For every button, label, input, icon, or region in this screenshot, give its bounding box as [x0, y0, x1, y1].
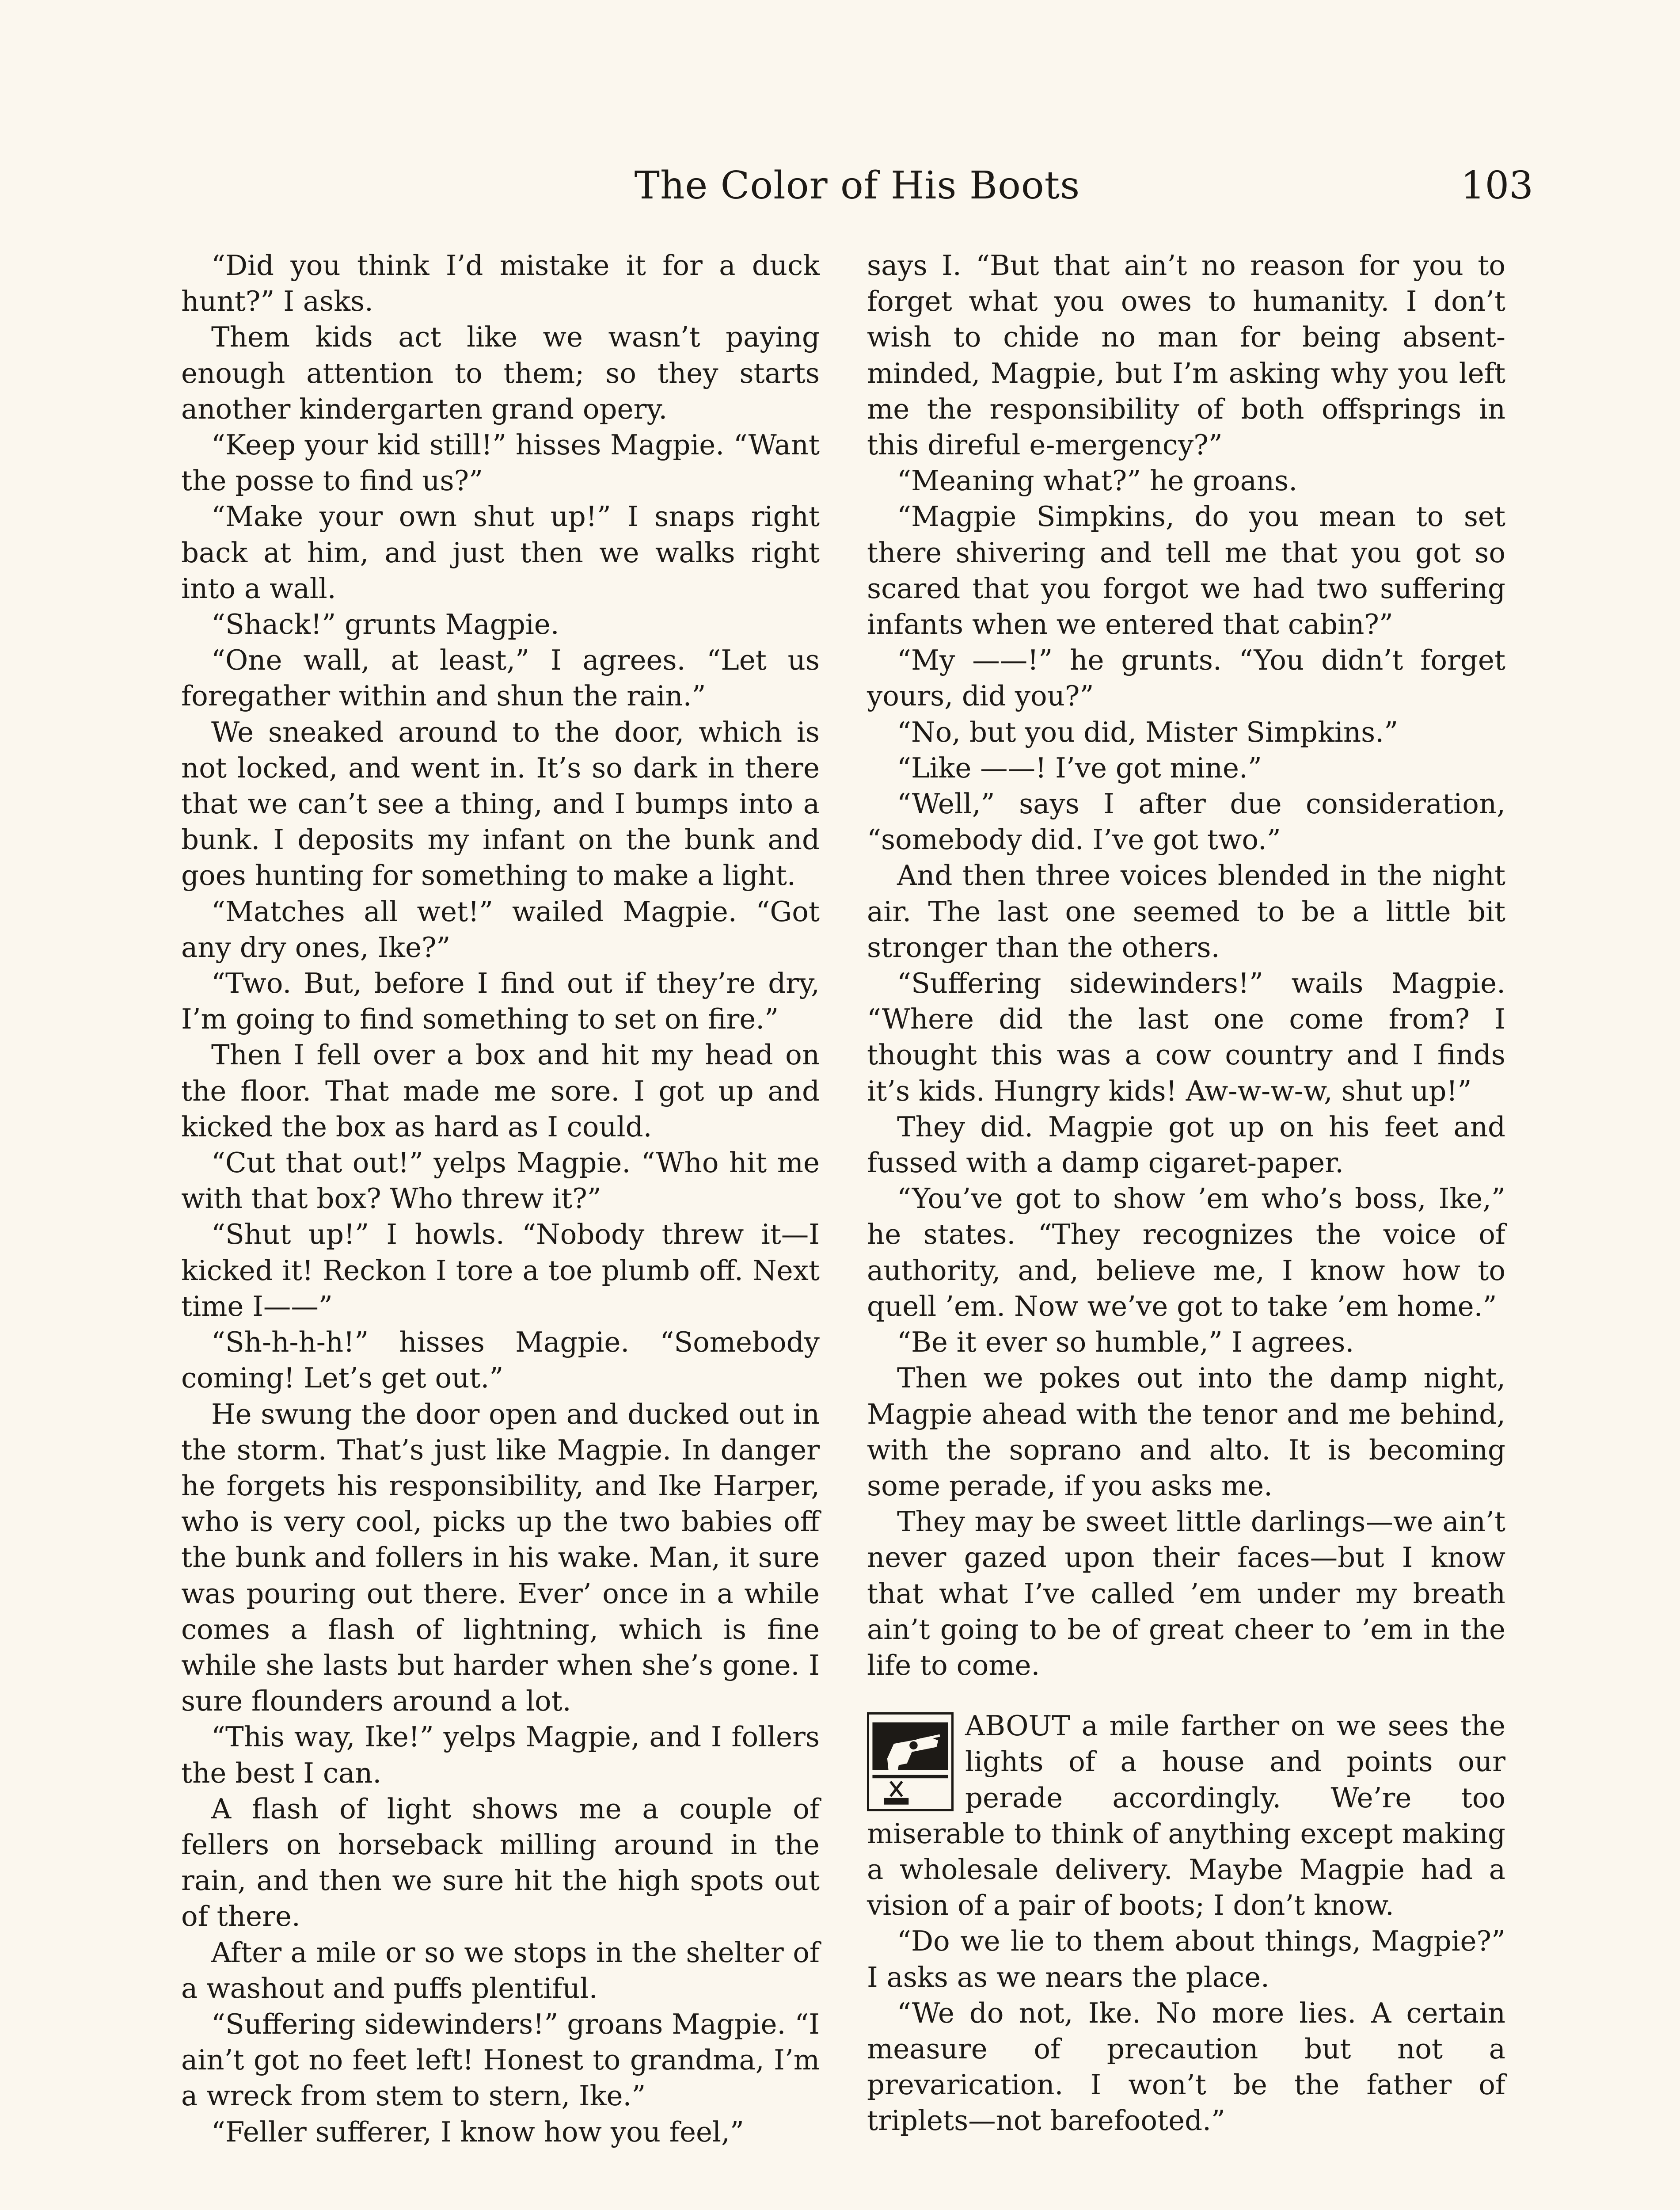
section-break	[867, 1708, 1505, 1923]
paragraph: “Be it ever so humble,” I agrees.	[897, 1326, 1354, 1359]
paragraph: “One wall, at least,” I agrees. “Let us foregather within and shun the rain.”	[181, 644, 820, 713]
paragraph: “My ——!” he grunts. “You didn’t forget yours, did you?”	[867, 644, 1505, 713]
paragraph: “Make your own shut up!” I snaps right back at him, and just then we walks right into a wall.	[181, 500, 820, 605]
paragraph: “Like ——! I’ve got mine.”	[897, 751, 1262, 784]
paragraph: “Shack!” grunts Magpie.	[211, 608, 559, 641]
paragraph: Then we pokes out into the damp night, Magpie ahead with the tenor and me behind, with the soprano and alto. It is becoming some perade, if you asks me.	[867, 1362, 1505, 1502]
left-column	[181, 248, 820, 2150]
paragraph: “Suffering sidewinders!” wails Magpie. “Where did the last one come from? I thought this was a cow country and I finds it’s kids. Hungry kids! Aw-w-w-w, shut up!”	[867, 967, 1505, 1107]
paragraph: “We do not, Ike. No more lies. A certain measure of precaution but not a prevarication. I won’t be the father of triplets—not barefooted.”	[867, 1997, 1505, 2137]
paragraph: “Feller sufferer, I know how you feel,”	[211, 2115, 744, 2148]
running-title: The Color of His Boots	[634, 164, 1080, 208]
paragraph: “Sh-h-h-h!” hisses Magpie. “Somebody coming! Let’s get out.”	[181, 1326, 820, 1395]
paragraph: “Magpie Simpkins, do you mean to set there shivering and tell me that you got so scared that you forgot we had two suffering infants when we entered that cabin?”	[867, 500, 1505, 641]
paragraph: They did. Magpie got up on his feet and fussed with a damp cigaret-paper.	[867, 1110, 1505, 1179]
paragraph: “Suffering sidewinders!” groans Magpie. “I ain’t got no feet left! Honest to grandma, I’m a wreck from stem to stern, Ike.”	[181, 2008, 820, 2112]
paragraph: “Cut that out!” yelps Magpie. “Who hit me with that box? Who threw it?”	[181, 1147, 820, 1215]
paragraph: ABOUT a mile farther on we sees the lights of a house and points our perade accordingly. We’re too miserable to think of anything except making a wholesale delivery. Maybe Magpie had a vision of a pair of boots; I don’t know.	[867, 1710, 1505, 1922]
paragraph: “This way, Ike!” yelps Magpie, and I follers the best I can.	[181, 1721, 820, 1789]
revolver-ornament-icon	[867, 1712, 954, 1811]
section-spacer	[867, 1683, 1505, 1708]
paragraph: After a mile or so we stops in the shelter of a washout and puffs plentiful.	[181, 1936, 820, 2004]
paragraph: “Two. But, before I find out if they’re dry, I’m going to find something to set on fire.”	[181, 967, 820, 1036]
paragraph: We sneaked around to the door, which is not locked, and went in. It’s so dark in there that we can’t see a thing, and I bumps into a bunk. I deposits my infant on the bunk and goes hunting for something to make a light.	[181, 716, 820, 892]
paragraph: “Do we lie to them about things, Magpie?” I asks as we nears the place.	[867, 1925, 1505, 1993]
paragraph: “Well,” says I after due consideration, “somebody did. I’ve got two.”	[867, 788, 1505, 856]
paragraph: “You’ve got to show ’em who’s boss, Ike,” he states. “They recognizes the voice of authority, and, believe me, I know how to quell ’em. Now we’ve got to take ’em home.”	[867, 1182, 1505, 1322]
paragraph: “Did you think I’d mistake it for a duck hunt?” I asks.	[181, 249, 820, 318]
paragraph: “Keep your kid still!” hisses Magpie. “Want the posse to find us?”	[181, 429, 820, 497]
paragraph: And then three voices blended in the night air. The last one seemed to be a little bit stronger than the others.	[867, 859, 1505, 964]
paragraph: “No, but you did, Mister Simpkins.”	[897, 716, 1399, 748]
paragraph: A flash of light shows me a couple of fellers on horseback milling around in the rain, and then we sure hit the high spots out of there.	[181, 1792, 820, 1933]
paragraph: He swung the door open and ducked out in the storm. That’s just like Magpie. In danger he forgets his responsibility, and Ike Harper, who is very cool, picks up the two babies off the bunk and follers in his wake. Man, it sure was pouring out there. Ever’ once in a while comes a flash of lightning, which is fine while she lasts but harder when she’s gone. I sure flounders around a lot.	[181, 1398, 820, 1718]
paragraph: Them kids act like we wasn’t paying enough attention to them; so they starts another kindergarten grand opery.	[181, 321, 820, 425]
page-number: 103	[1460, 164, 1533, 208]
paragraph: Then I fell over a box and hit my head on the floor. That made me sore. I got up and kicked the box as hard as I could.	[181, 1039, 820, 1143]
paragraph: They may be sweet little darlings—we ain’t never gazed upon their faces—but I know that what I’ve called ’em under my breath ain’t going to be of great cheer to ’em in the life to come.	[867, 1505, 1505, 1681]
paragraph: says I. “But that ain’t no reason for you to forget what you owes to humanity. I don’t wish to chide no man for being absent-minded, Magpie, but I’m asking why you left me the responsibility of both offsprings in this direful e-mergency?”	[867, 249, 1505, 461]
page-header	[181, 159, 1533, 217]
paragraph: “Shut up!” I howls. “Nobody threw it—I kicked it! Reckon I tore a toe plumb off. Next time I——”	[181, 1218, 820, 1322]
right-column	[867, 248, 1505, 2139]
paragraph: “Matches all wet!” wailed Magpie. “Got any dry ones, Ike?”	[181, 895, 820, 964]
paragraph: “Meaning what?” he groans.	[897, 465, 1298, 497]
